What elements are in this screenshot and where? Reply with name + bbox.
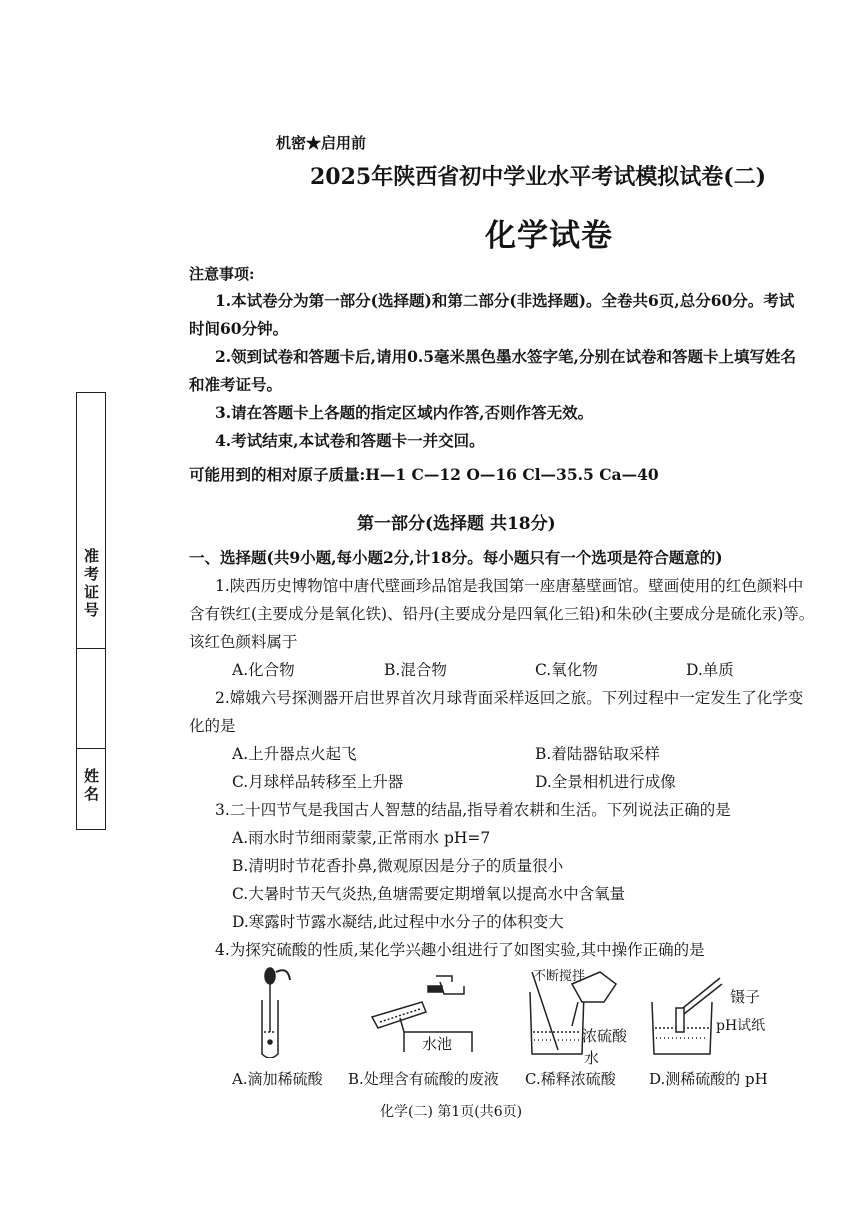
question-3: 3.二十四节气是我国古人智慧的结晶,指导着农耕和生活。下列说法正确的是 bbox=[215, 801, 731, 819]
notice-item-1-cont: 时间60分钟。 bbox=[189, 319, 289, 338]
q3-option-b: B.清明时节花香扑鼻,微观原因是分子的质量很小 bbox=[232, 857, 564, 875]
water-label: 水 bbox=[584, 1049, 600, 1067]
test-tube-dropper-figure bbox=[262, 968, 290, 1058]
figure-d-caption: D.测稀硫酸的 pH bbox=[649, 1070, 768, 1088]
question-4: 4.为探究硫酸的性质,某化学兴趣小组进行了如图实验,其中操作正确的是 bbox=[215, 941, 705, 959]
question-2-cont: 化的是 bbox=[189, 717, 236, 735]
q1-option-d: D.单质 bbox=[686, 661, 734, 679]
q3-option-d: D.寒露时节露水凝结,此过程中水分子的体积变大 bbox=[232, 913, 564, 931]
tweezers-label: 镊子 bbox=[730, 988, 761, 1006]
q1-option-b: B.混合物 bbox=[384, 661, 447, 679]
q2-option-c: C.月球样品转移至上升器 bbox=[232, 773, 404, 791]
notice-heading: 注意事项: bbox=[189, 265, 255, 283]
page-footer: 化学(二) 第1页(共6页) bbox=[380, 1104, 523, 1120]
question-1-cont: 该红色颜料属于 bbox=[189, 633, 298, 651]
figure-c-caption: C.稀释浓硫酸 bbox=[525, 1070, 616, 1088]
figure-b-caption: B.处理含有硫酸的废液 bbox=[348, 1070, 499, 1088]
atomic-masses: 可能用到的相对原子质量:H—1 C—12 O—16 Cl—35.5 Ca—40 bbox=[189, 465, 659, 484]
binding-divider bbox=[76, 748, 106, 749]
ph-paper-label: pH试纸 bbox=[716, 1018, 766, 1034]
q2-option-b: B.着陆器钻取采样 bbox=[535, 745, 660, 763]
q3-option-c: C.大暑时节天气炎热,鱼塘需要定期增氧以提高水中含氧量 bbox=[232, 885, 626, 903]
confidential-mark: 机密★启用前 bbox=[276, 134, 367, 152]
stir-label: 不断搅拌 bbox=[533, 969, 586, 984]
exam-id-label: 准考证号 bbox=[82, 548, 100, 620]
ph-test-figure bbox=[652, 978, 722, 1054]
question-2: 2.嫦娥六号探测器开启世界首次月球背面采样返回之旅。下列过程中一定发生了化学变 bbox=[215, 689, 804, 707]
experiment-figures bbox=[232, 962, 792, 1058]
concentrated-acid-label: 浓硫酸 bbox=[582, 1027, 628, 1045]
exam-title: 2025年陕西省初中学业水平考试模拟试卷(二) bbox=[310, 164, 767, 190]
figure-a-caption: A.滴加稀硫酸 bbox=[232, 1070, 323, 1088]
q1-option-c: C.氧化物 bbox=[535, 661, 598, 679]
question-1-cont: 含有铁红(主要成分是氧化铁)、铅丹(主要成分是四氧化三铅)和朱砂(主要成分是硫化汞)等。 bbox=[189, 605, 815, 623]
q2-option-a: A.上升器点火起飞 bbox=[232, 745, 357, 763]
name-label: 姓名 bbox=[82, 768, 100, 804]
question-1: 1.陕西历史博物馆中唐代壁画珍品馆是我国第一座唐墓壁画馆。壁画使用的红色颜料中 bbox=[215, 577, 804, 595]
exam-subject-title: 化学试卷 bbox=[485, 218, 613, 254]
q1-option-a: A.化合物 bbox=[232, 661, 295, 679]
section-heading: 一、选择题(共9小题,每小题2分,计18分。每小题只有一个选项是符合题意的) bbox=[189, 548, 723, 567]
notice-item-1: 1.本试卷分为第一部分(选择题)和第二部分(非选择题)。全卷共6页,总分60分。考试 bbox=[215, 291, 795, 310]
notice-item-2-cont: 和准考证号。 bbox=[189, 375, 283, 394]
part-one-title: 第一部分(选择题 共18分) bbox=[357, 514, 556, 534]
q2-option-d: D.全景相机进行成像 bbox=[535, 773, 676, 791]
pool-label: 水池 bbox=[422, 1035, 453, 1053]
notice-item-3: 3.请在答题卡上各题的指定区域内作答,否则作答无效。 bbox=[215, 403, 594, 422]
q3-option-a: A.雨水时节细雨蒙蒙,正常雨水 pH=7 bbox=[232, 829, 491, 847]
binding-divider bbox=[76, 648, 106, 649]
notice-item-4: 4.考试结束,本试卷和答题卡一并交回。 bbox=[215, 431, 485, 450]
notice-item-2: 2.领到试卷和答题卡后,请用0.5毫米黑色墨水签字笔,分别在试卷和答题卡上填写姓名 bbox=[215, 347, 796, 366]
